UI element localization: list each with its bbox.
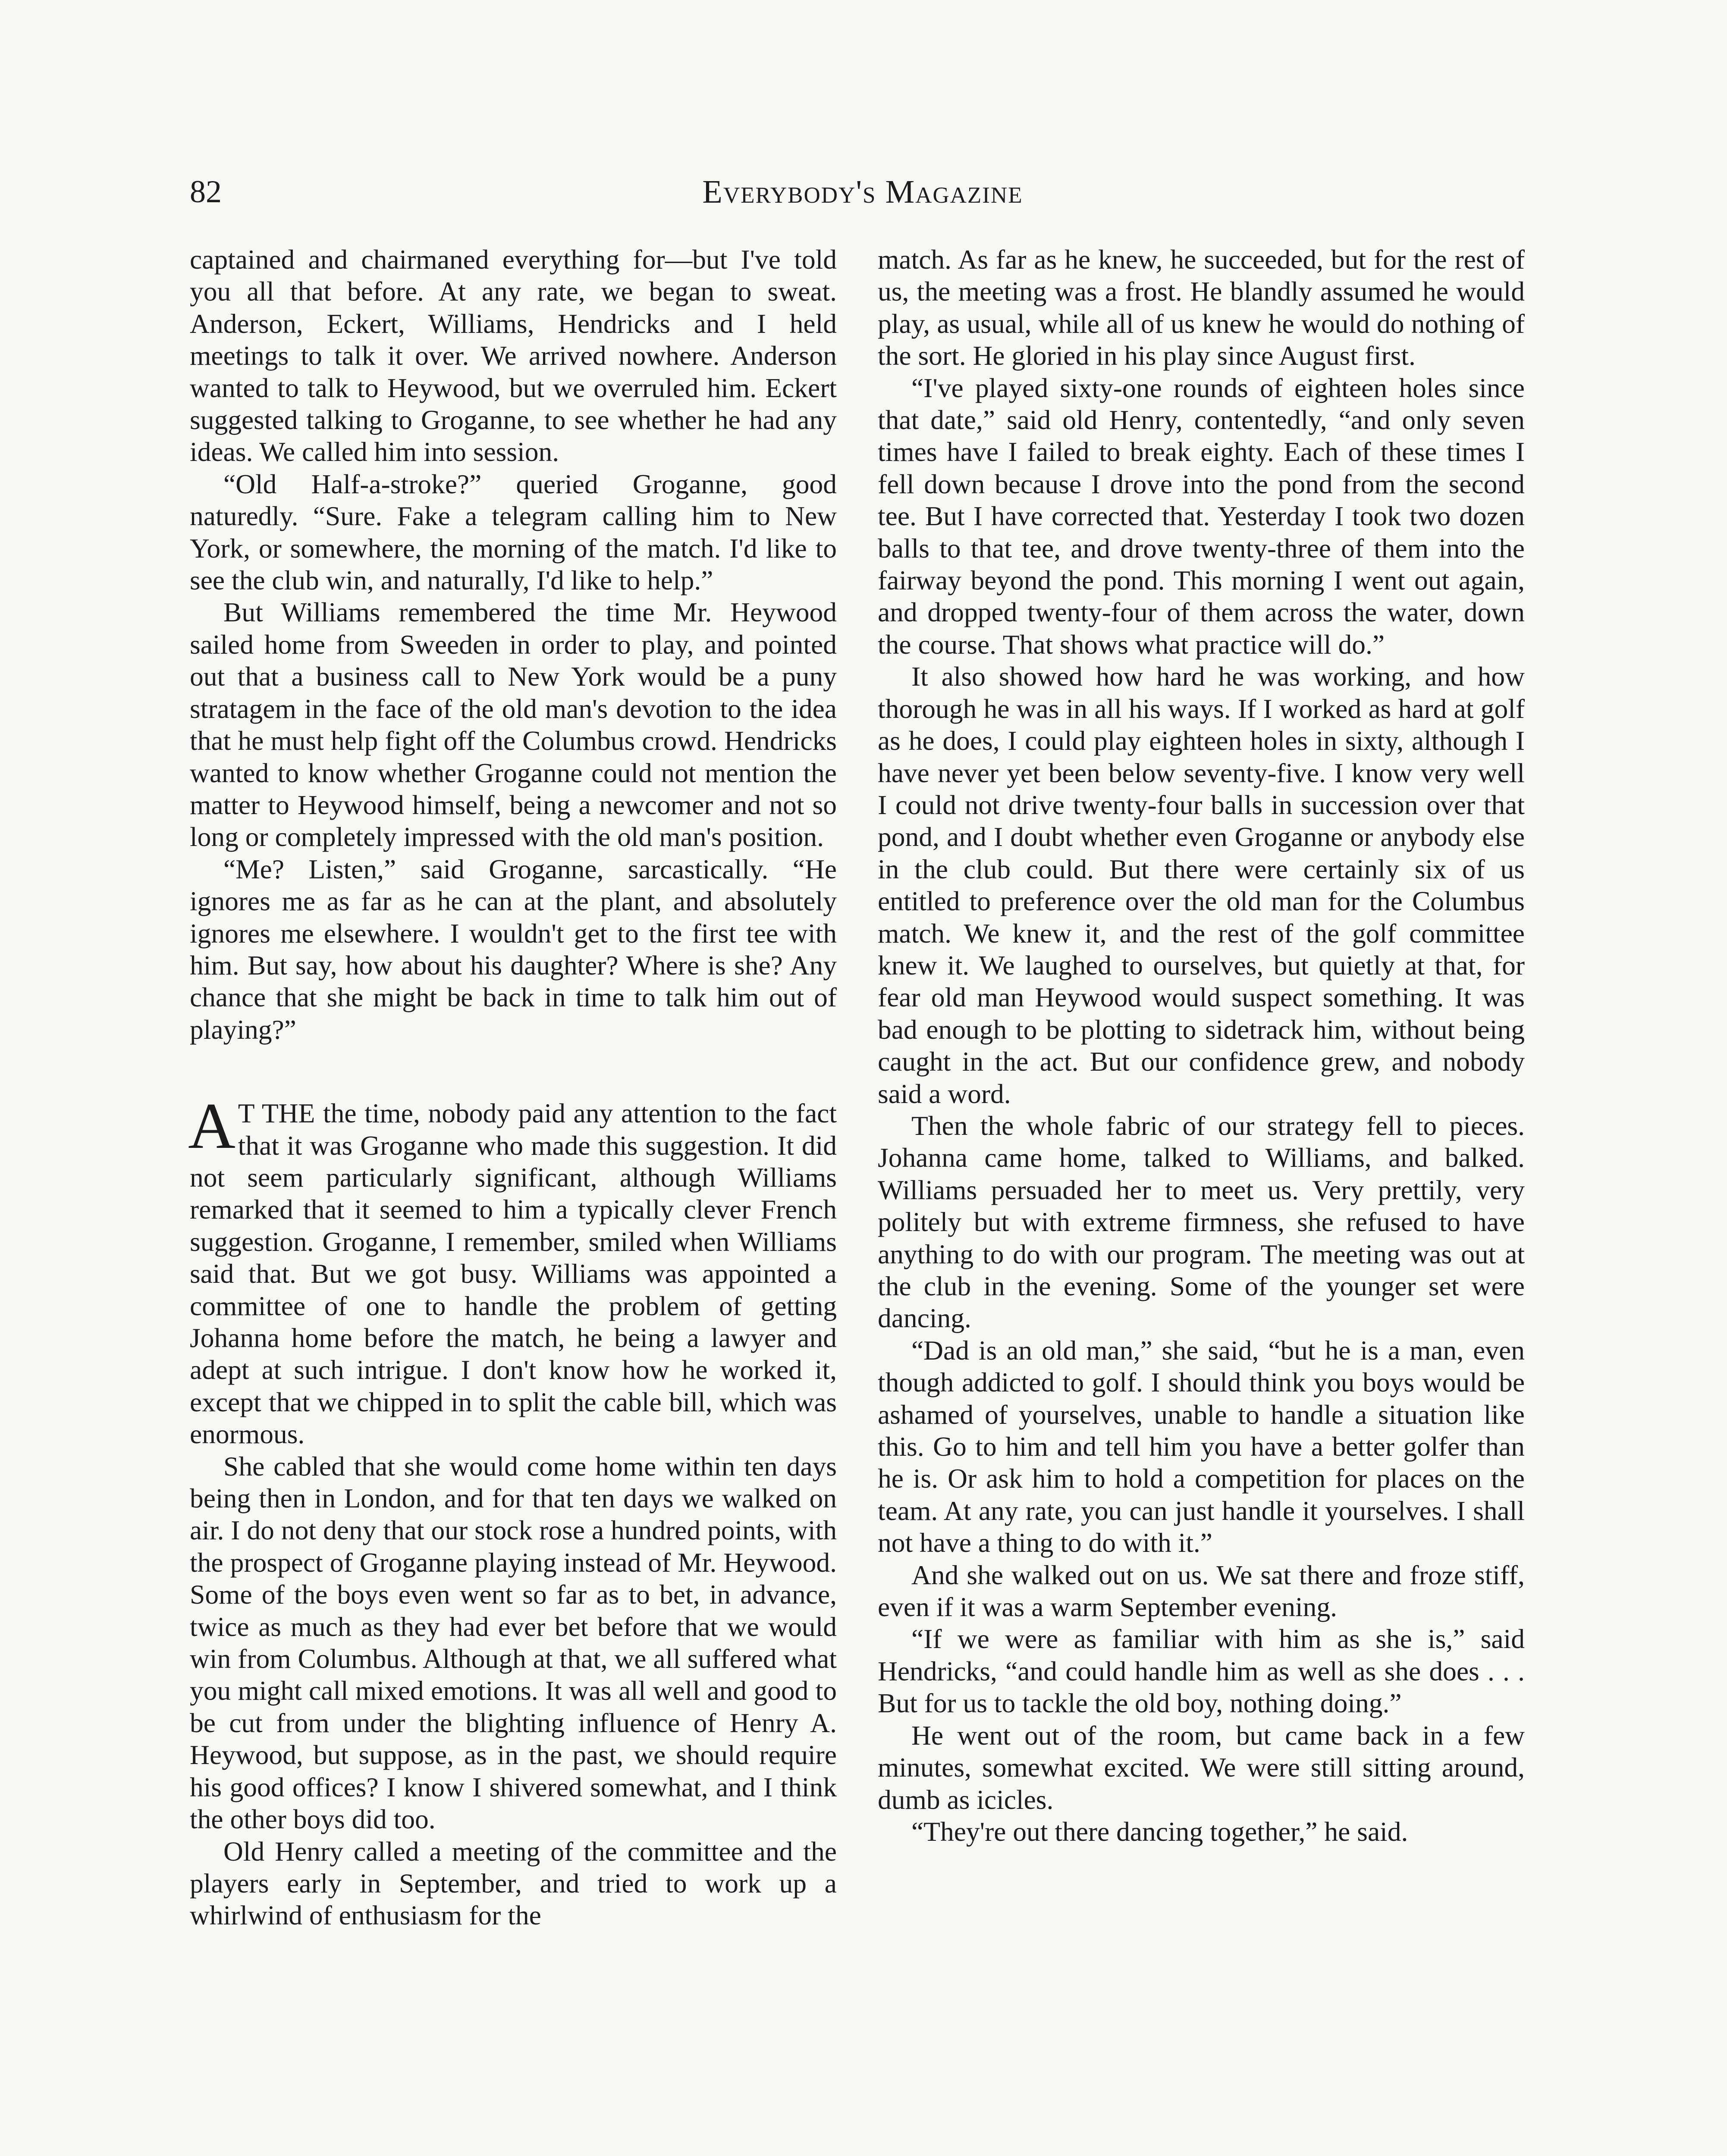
paragraph: “Old Half-a-stroke?” queried Groganne, good naturedly. “Sure. Fake a telegram calling him to New York, or somewhere, the morning of the match. I'd like to see the club win, and naturally, I'd like to help.” xyxy=(190,468,837,596)
right-column xyxy=(878,244,1525,1848)
paragraph: “They're out there dancing together,” he said. xyxy=(911,1816,1408,1847)
drop-cap-paragraph xyxy=(188,1090,837,1450)
paragraph: But Williams remembered the time Mr. Heywood sailed home from Sweeden in order to play, and pointed out that a business call to New York would be a puny stratagem in the face of the old man's devotion to the idea that he must help fight off the Columbus crowd. Hendricks wanted to know whether Groganne could not mention the matter to Heywood himself, being a newcomer and not so long or completely impressed with the old man's position. xyxy=(190,597,837,852)
drop-cap-lead: T THE xyxy=(238,1098,315,1129)
paragraph: He went out of the room, but came back in a few minutes, somewhat excited. We were still sitting around, dumb as icicles. xyxy=(878,1720,1525,1815)
page-number: 82 xyxy=(190,174,222,210)
paragraph: Then the whole fabric of our strategy fell to pieces. Johanna came home, talked to Williams, and balked. Williams persuaded her to meet us. Very prettily, very politely but with extreme firmness, she refused to have anything to do with our program. The meeting was out at the club in the evening. Some of the younger set were dancing. xyxy=(878,1110,1525,1334)
paragraph: And she walked out on us. We sat there and froze stiff, even if it was a warm September evening. xyxy=(878,1559,1525,1623)
paragraph: “I've played sixty-one rounds of eighteen holes since that date,” said old Henry, contentedly, “and only seven times have I failed to break eighty. Each of these times I fell down because I drove into the pond from the second tee. But I have corrected that. Yesterday I took two dozen balls to that tee, and drove twenty-three of them into the fairway beyond the pond. This morning I went out again, and dropped twenty-four of them across the water, down the course. That shows what practice will do.” xyxy=(878,372,1525,660)
paragraph: “Dad is an old man,” she said, “but he is a man, even though addicted to golf. I should think you boys would be ashamed of yourselves, unable to handle a situation like this. Go to him and tell him you have a better golfer than he is. Or ask him to hold a competition for places on the team. At any rate, you can just handle it yourselves. I shall not have a thing to do with it.” xyxy=(878,1335,1525,1558)
drop-cap-initial: A xyxy=(188,1090,236,1163)
paragraph: It also showed how hard he was working, and how thorough he was in all his ways. If I worked as hard at golf as he does, I could play eighteen holes in sixty, although I have never yet been below seventy-five. I know very well I could not drive twenty-four balls in succession over that pond, and I doubt whether even Groganne or anybody else in the club could. But there were certainly six of us entitled to preference over the old man for the Columbus match. We knew it, and the rest of the golf committee knew it. We laughed to ourselves, but quietly at that, for fear old man Heywood would suspect something. It was bad enough to be plotting to sidetrack him, without being caught in the act. But our confidence grew, and nobody said a word. xyxy=(878,661,1525,1109)
left-column xyxy=(190,244,837,1932)
paragraph: match. As far as he knew, he succeeded, but for the rest of us, the meeting was a frost. He blandly assumed he would play, as usual, while all of us knew he would do nothing of the sort. He gloried in his play since August first. xyxy=(878,244,1525,371)
drop-cap-body: the time, nobody paid any attention to the fact that it was Groganne who made this suggestion. It did not seem particularly significant, although Williams remarked that it seemed to him a typically clever French suggestion. Groganne, I remember, smiled when Williams said that. But we got busy. Williams was appointed a committee of one to handle the problem of getting Johanna home before the match, he being a lawyer and adept at such intrigue. I don't know how he worked it, except that we chipped in to split the cable bill, which was enormous. xyxy=(190,1098,837,1450)
running-title: Everybody's Magazine xyxy=(702,174,1023,210)
paragraph: She cabled that she would come home within ten days being then in London, and for that ten days we walked on air. I do not deny that our stock rose a hundred points, with the prospect of Groganne playing instead of Mr. Heywood. Some of the boys even went so far as to bet, in advance, twice as much as they had ever bet before that we would win from Columbus. Although at that, we all suffered what you might call mixed emotions. It was all well and good to be cut from under the blighting influence of Henry A. Heywood, but suppose, as in the past, we should require his good offices? I know I shivered somewhat, and I think the other boys did too. xyxy=(190,1451,837,1835)
paragraph: Old Henry called a meeting of the committee and the players early in September, and tried to work up a whirlwind of enthusiasm for the xyxy=(190,1836,837,1931)
paragraph: “Me? Listen,” said Groganne, sarcastically. “He ignores me as far as he can at the plant, and absolutely ignores me elsewhere. I wouldn't get to the first tee with him. But say, how about his daughter? Where is she? Any chance that she might be back in time to talk him out of playing?” xyxy=(190,853,837,1045)
page-header xyxy=(190,170,1535,222)
paragraph: captained and chairmaned everything for—but I've told you all that before. At any rate, we began to sweat. Anderson, Eckert, Williams, Hendricks and I held meetings to talk it over. We arrived nowhere. Anderson wanted to talk to Heywood, but we overruled him. Eckert suggested talking to Groganne, to see whether he had any ideas. We called him into session. xyxy=(190,244,837,467)
paragraph: “If we were as familiar with him as she is,” said Hendricks, “and could handle him as well as she does . . . But for us to tackle the old boy, nothing doing.” xyxy=(878,1623,1525,1719)
